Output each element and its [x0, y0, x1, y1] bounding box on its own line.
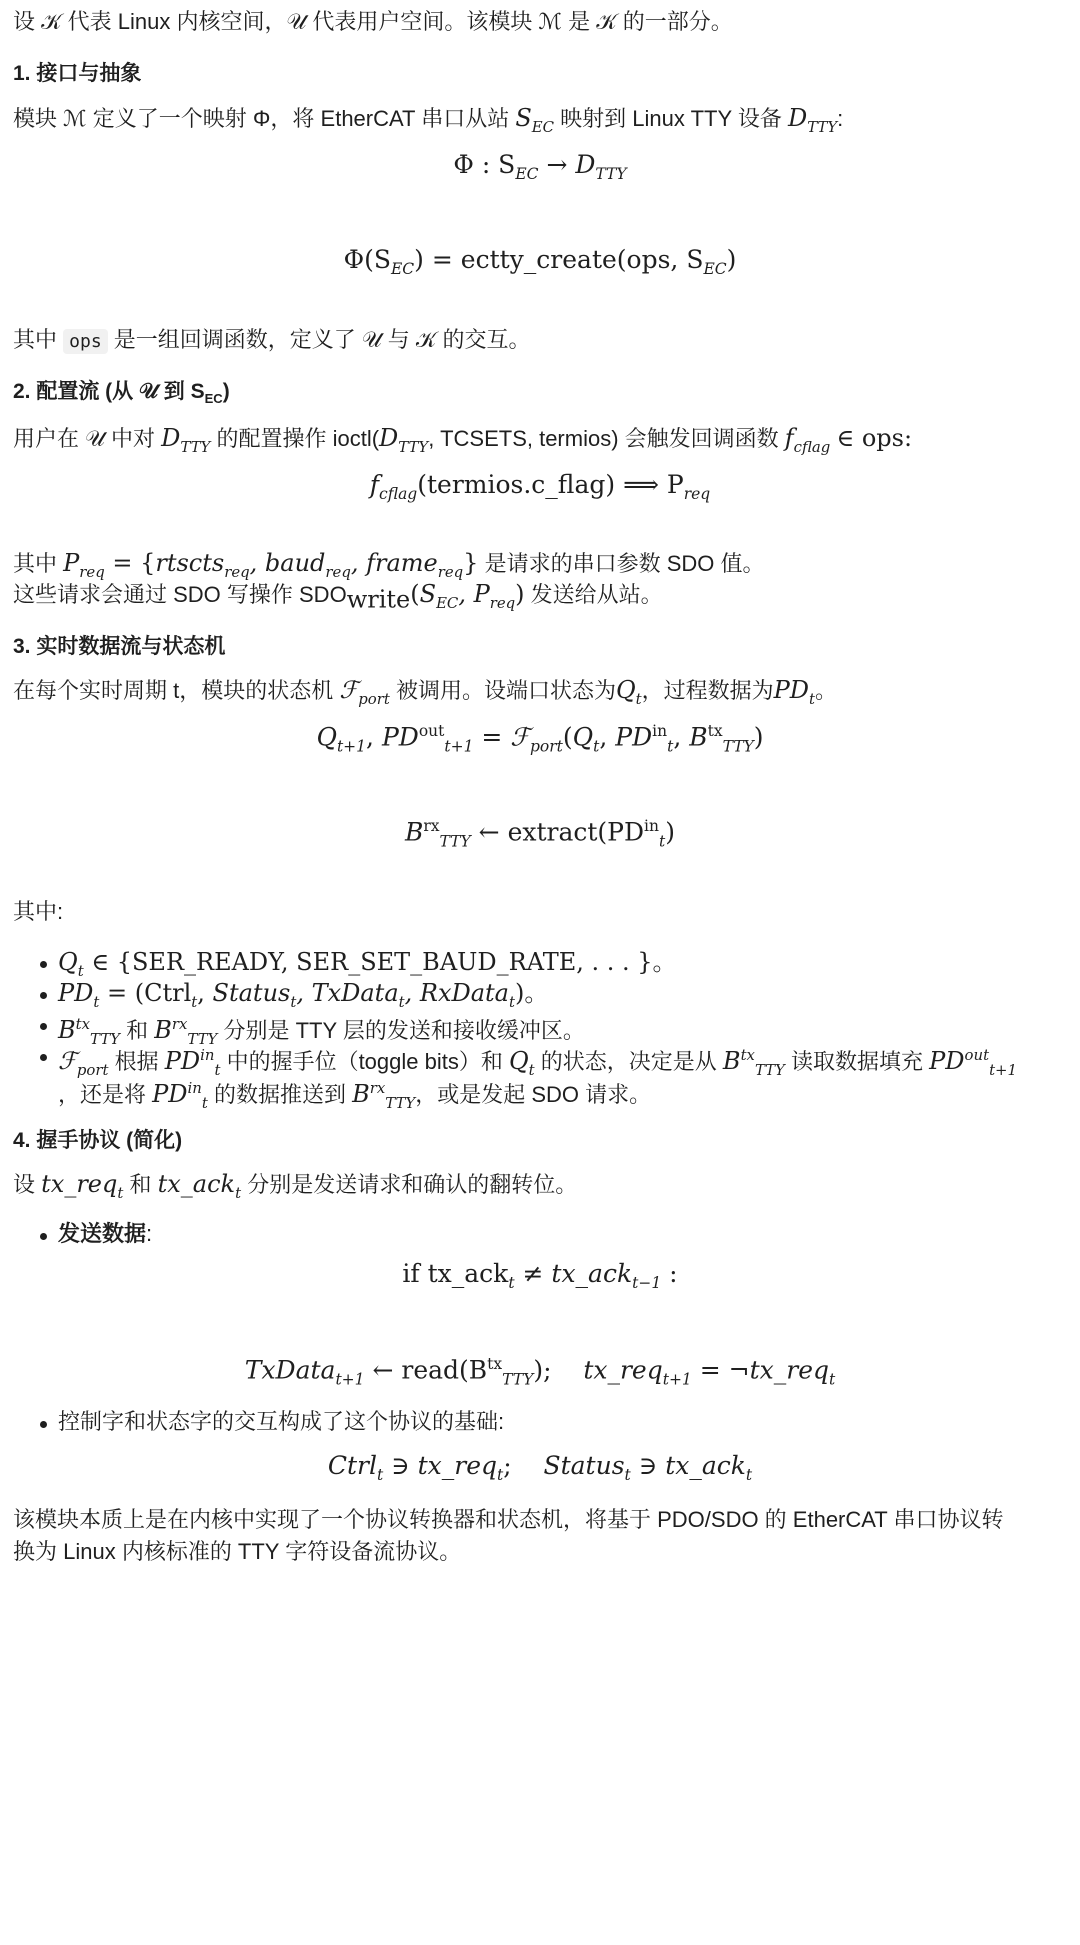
equation-extract: $B^{rx}_{TTY}$ ← $extract(PD^{in}_t)$ [405, 817, 675, 851]
equation-condition: if tx_ack$_t$ ≠ tx_ack$_{t-1}$ : [402, 1259, 678, 1292]
equation-mapping: Φ : $S_{EC} \to D_{TTY}$ [453, 150, 627, 183]
mapping-text-b: 映射到 Linux TTY 设备 [560, 106, 782, 131]
toggle-bits-line: 设 tx_req$_t$ 和 tx_ack$_t$ 分别是发送请求和确认的翻转位。 [13, 1170, 578, 1202]
bullet-dot [40, 1233, 47, 1240]
bullet-dot [40, 1421, 47, 1428]
section-1-heading: 1. 接口与抽象 [13, 62, 142, 85]
summary-line-1: 该模块本质上是在内核中实现了一个协议转换器和状态机，将基于 PDO/SDO 的 EtherCAT 串口协议转 [13, 1507, 1004, 1532]
bullet-dot [40, 992, 47, 999]
section-3-heading: 3. 实时数据流与状态机 [13, 635, 226, 658]
where-line: 其中: [13, 899, 64, 924]
section-4-heading: 4. 握手协议 (简化) [13, 1129, 183, 1152]
equation-create: $\Phi(S_{EC})$ = ectty_create(ops, $S_{EC}$) [343, 245, 737, 278]
bullet-send-data: 发送数据: [58, 1221, 153, 1246]
cycle-line: 在每个实时周期 t，模块的状态机 ℱ$_{port}$ 被调用。设端口状态为$Q_t$，过程数据为$PD_t$。 [13, 676, 838, 708]
bullet-port-logic-cont: ，还是将 $PD^{in}_t$ 的数据推送到 $B^{rx}_{TTY}$，或是发起 SDO 请求。 [58, 1079, 652, 1112]
summary-line-2: 换为 Linux 内核标准的 TTY 字符设备流协议。 [13, 1539, 462, 1564]
equation-state: $Q_{t+1}$, $PD^{out}_{t+1}$ = $ℱ_{port}(Q_t$, $PD^{in}_t$, $B^{tx}_{TTY}$) [316, 722, 764, 756]
math-d-tty: $D_{TTY}$ [787, 104, 838, 136]
equation-cflag: $f_{cflag}(termios.c\_flag)$ ⟹ $P_{req}$ [369, 470, 711, 503]
bullet-pd-tuple: $PD_t$ = (Ctrl$_t$, Status$_t$, TxData$_t$, RxData$_t$)。 [58, 979, 549, 1011]
math-s-ec: $S_{EC}$ [515, 104, 555, 136]
ops-code: ops [63, 329, 108, 354]
ops-line: 其中 ops 是一组回调函数，定义了 𝒰 与 𝒦 的交互。 [13, 327, 531, 352]
section-2-heading: 2. 配置流 (从 𝒰 到 $S_{EC}$) [13, 380, 230, 407]
bullet-control-words: 控制字和状态字的交互构成了这个协议的基础: [58, 1409, 505, 1434]
bullet-port-logic: ℱ$_{port}$ 根据 $PD^{in}_t$ 中的握手位（toggle bits）和 $Q_t$ 的状态，决定是从 $B^{tx}_{TTY}$ 读取数据填充 $PD^{out}_{t+1}$ [58, 1046, 1017, 1079]
bullet-q-states: $Q_t$ ∈ {SER_READY, SER_SET_BAUD_RATE, . . . }。 [58, 948, 677, 980]
mapping-line: 模块 ℳ 定义了一个映射 Φ，将 EtherCAT 串口从站 $S_{EC}$ 映射到 Linux TTY 设备 $D_{TTY}$: [13, 104, 844, 136]
bullet-dot [40, 961, 47, 968]
equation-transmit: TxData$_{t+1}$ ← $read(B^{tx}_{TTY})$; tx_req$_{t+1}$ = ¬tx_req$_t$ [244, 1355, 836, 1389]
preq-line: 其中 $P_{req}$ = {rtscts$_{req}$, baud$_{req}$, frame$_{req}$} 是请求的串口参数 SDO 值。 [13, 549, 765, 581]
intro-line: 设 𝒦 代表 Linux 内核空间，𝒰 代表用户空间。该模块 ℳ 是 𝒦 的一部分。 [13, 9, 733, 34]
bullet-buffers: $B^{tx}_{TTY}$ 和 $B^{rx}_{TTY}$ 分别是 TTY 层的发送和接收缓冲区。 [58, 1015, 585, 1048]
equation-words: Ctrl$_t$ ∋ tx_req$_t$; Status$_t$ ∋ tx_ack$_t$ [327, 1451, 753, 1484]
bullet-dot [40, 1054, 47, 1061]
mapping-text-a: 模块 ℳ 定义了一个映射 Φ，将 EtherCAT 串口从站 [13, 106, 510, 131]
bullet-dot [40, 1023, 47, 1030]
sdo-line: 这些请求会通过 SDO 写操作 $SDO_{write}(S_{EC}$, $P_{req}$) 发送给从站。 [13, 580, 663, 614]
config-line: 用户在 𝒰 中对 $D_{TTY}$ 的配置操作 $ioctl(D_{TTY}$, TCSETS, termios) 会触发回调函数 $f_{cflag}$ ∈ ops: [13, 424, 913, 456]
